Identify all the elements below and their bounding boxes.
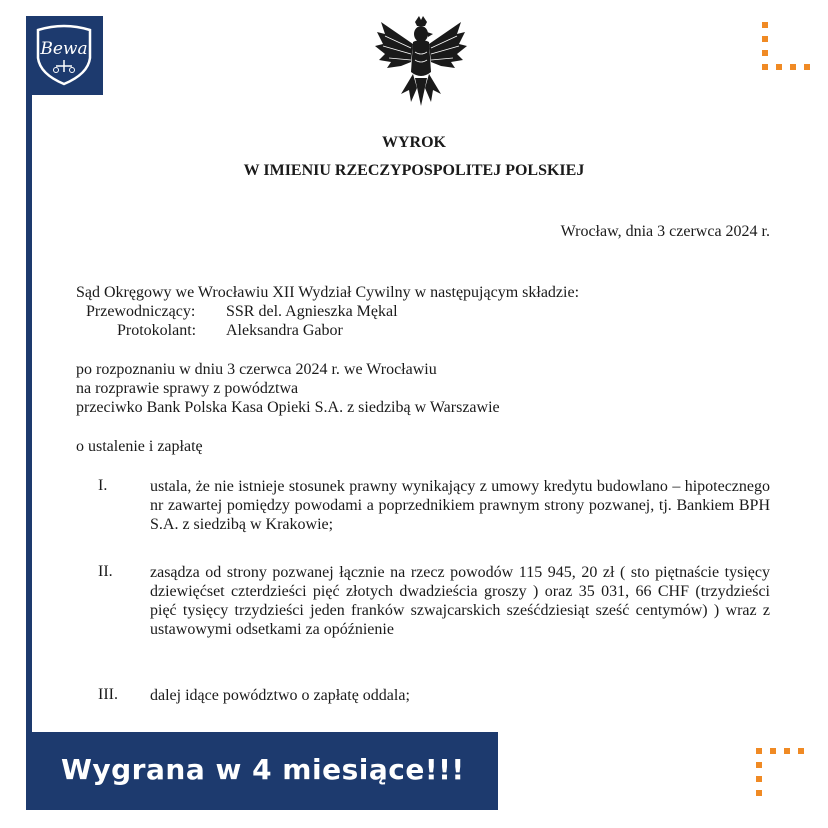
item-text: zasądza od strony pozwanej łącznie na rzecz powodów 115 945, 20 zł ( sto piętnaście tysięcy dziewięćset czterdzieści pięć złotych dwadzieścia groszy ) oraz 35 031, 66 CHF (trzydzieści pięć tysięcy trzydzieści jeden franków szwajcarskich sześćdziesiąt sześć centymów) ) wraz z ustawowymi odsetkami za opóźnienie <box>150 564 770 638</box>
hearing-line-2: na rozprawie sprawy z powództwa <box>76 380 299 397</box>
decorative-dots-bottom-right <box>756 748 808 800</box>
chair-label: Przewodniczący: <box>86 303 196 320</box>
item-text: dalej idące powództwo o zapłatę oddala; <box>150 687 410 704</box>
subject: o ustalenie i zapłatę <box>76 438 203 455</box>
court-line: Sąd Okręgowy we Wrocławiu XII Wydział Cywilny w następującym składzie: <box>76 284 580 301</box>
item-number: III. <box>98 686 118 703</box>
logo-text: Bewa <box>40 39 88 59</box>
place-date: Wrocław, dnia 3 czerwca 2024 r. <box>560 223 770 240</box>
polish-eagle-emblem-icon <box>371 12 471 112</box>
clerk-label: Protokolant: <box>117 322 197 339</box>
item-number: I. <box>98 477 108 494</box>
promo-banner-text: Wygrana w 4 miesiące!!! <box>61 753 465 786</box>
document-title: WYROK <box>382 134 446 151</box>
decorative-dots-top-right <box>762 22 814 74</box>
item-text: ustala, że nie istnieje stosunek prawny wynikający z umowy kredytu budowlano – hipotecznego nr zawartej pomiędzy powodami a poprzednikiem prawnym strony pozwanej, tj. Bankiem BPH S.A. z siedzibą w Krakowie; <box>150 478 770 533</box>
hearing-line-3: przeciwko Bank Polska Kasa Opieki S.A. z siedzibą w Warszawie <box>76 399 500 416</box>
hearing-line-1: po rozpoznaniu w dniu 3 czerwca 2024 r. we Wrocławiu <box>76 361 437 378</box>
logo <box>26 16 103 95</box>
chair-value: SSR del. Agnieszka Mękal <box>226 303 398 320</box>
item-number: II. <box>98 563 113 580</box>
document-subtitle: W IMIENIU RZECZYPOSPOLITEJ POLSKIEJ <box>243 162 585 179</box>
shield-logo-icon <box>32 24 96 86</box>
clerk-value: Aleksandra Gabor <box>226 322 343 339</box>
